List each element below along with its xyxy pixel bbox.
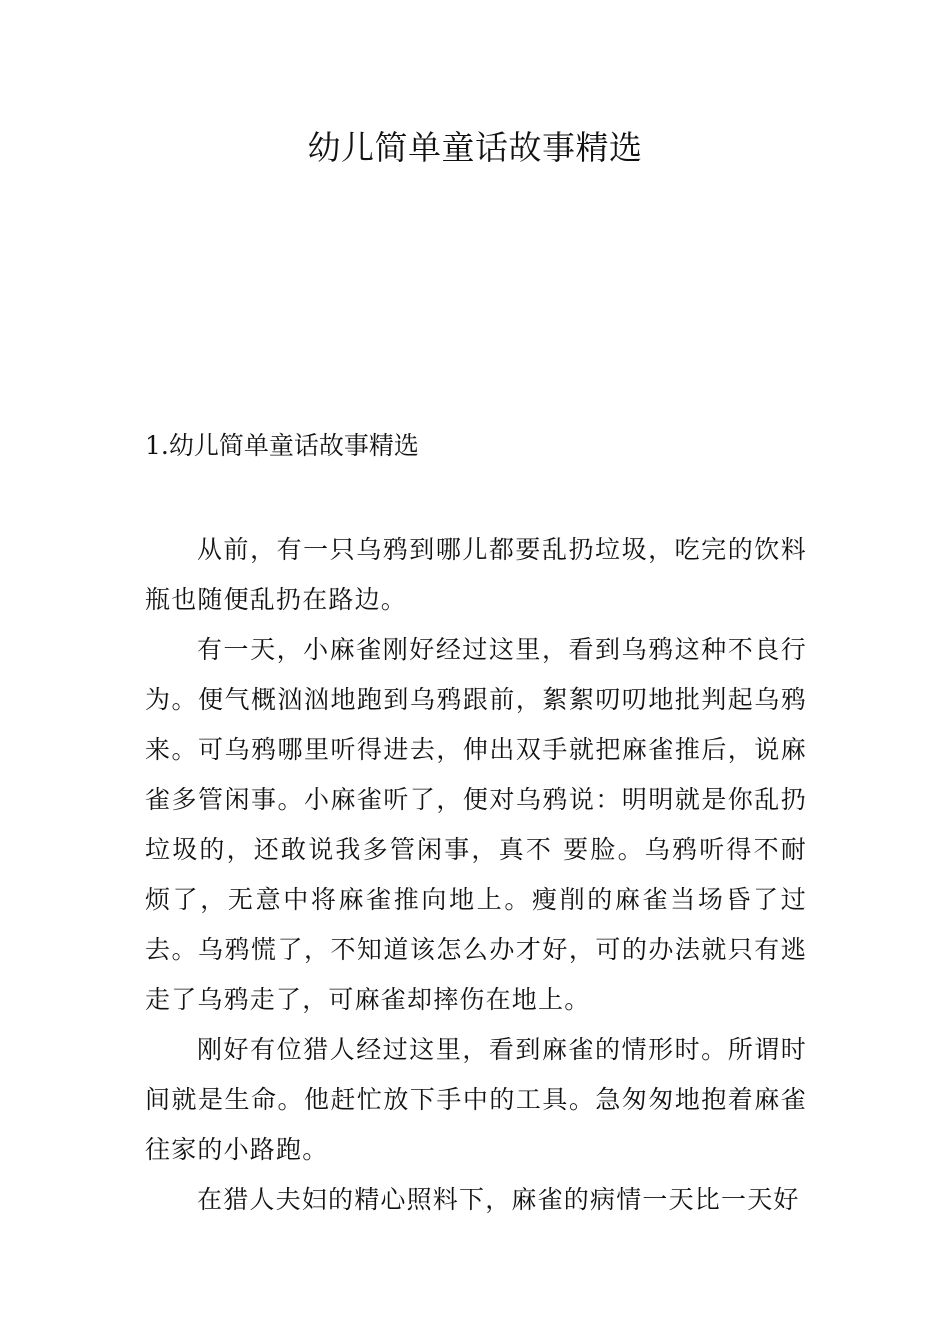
paragraph-3: 刚好有位猎人经过这里，看到麻雀的情形时。所谓时间就是生命。他赶忙放下手中的工具。急匆匆地抱着麻雀往家的小路跑。: [145, 1035, 807, 1164]
paragraph-1: 从前，有一只乌鸦到哪儿都要乱扔垃圾，吃完的饮料瓶也随便乱扔在路边。: [145, 535, 807, 614]
section-heading: 1.幼儿简单童话故事精选: [145, 431, 419, 460]
paragraph-2: 有一天，小麻雀刚好经过这里，看到乌鸦这种不良行为。便气概汹汹地跑到乌鸦跟前，絮絮叨叨地批判起乌鸦来。可乌鸦哪里听得进去，伸出双手就把麻雀推后，说麻雀多管闲事。小麻雀听了，便对乌鸦说：明明就是你乱扔垃圾的，还敢说我多管闲事，真不 要脸。乌鸦听得不耐烦了，无意中将麻雀推向地上。瘦削的麻雀当场昏了过去。乌鸦慌了，不知道该怎么办才好，可的办法就只有逃走了乌鸦走了，可麻雀却摔伤在地上。: [145, 635, 807, 1014]
paragraph-4: 在猎人夫妇的精心照料下，麻雀的病情一天比一天好: [197, 1185, 800, 1214]
document-title: 幼儿简单童话故事精选: [307, 128, 643, 167]
story-body: [145, 525, 807, 1225]
